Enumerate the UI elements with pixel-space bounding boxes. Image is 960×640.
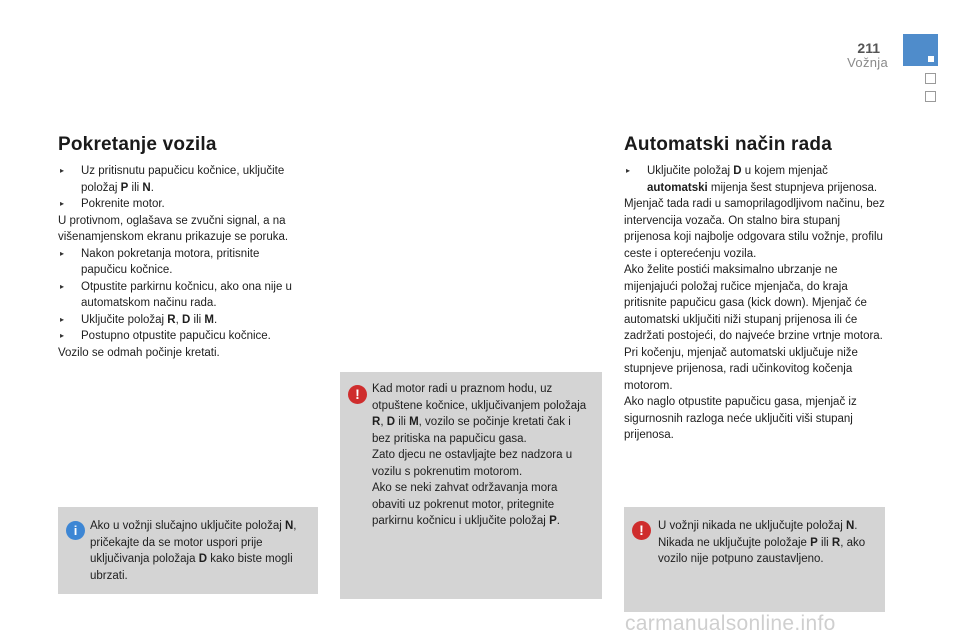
warning-text: U vožnji nikada ne uključujte položaj N. Nikada ne uključujte položaje P ili R, ako vozilo nije potpuno zaustavljeno. (658, 520, 866, 565)
triangle-bullet-icon: ▸ (626, 166, 631, 175)
list-item: ▸ Nakon pokretanja motora, pritisnite papučicu kočnice. (60, 247, 260, 276)
paragraph: Ako naglo otpustite papučicu gasa, mjenjač iz sigurnosnih razloga neće uključiti viši stupanj prijenosa. (624, 396, 857, 441)
section-label: Vožnja (847, 55, 888, 70)
paragraph: Vozilo se odmah počinje kretati. (58, 346, 220, 359)
info-box (58, 507, 318, 594)
warning-icon: ! (632, 521, 651, 540)
section-tab-active[interactable] (903, 34, 938, 66)
warning-text: Kad motor radi u praznom hodu, uz otpuštene kočnice, uključivanjem položaja R, D ili M, vozilo se počinje kretati čak i bez pritiska na papučicu gasa. (372, 383, 587, 445)
list-item: ▸ Postupno otpustite papučicu kočnice. (58, 328, 308, 345)
section-tab[interactable] (925, 73, 936, 84)
page-number: 211 (857, 40, 880, 56)
tab-marker-icon (928, 56, 934, 62)
triangle-bullet-icon: ▸ (60, 314, 65, 324)
warning-text: Zato djecu ne ostavljajte bez nadzora u vozilu s pokrenutim motorom. (372, 449, 573, 478)
list-item: ▸ Otpustite parkirnu kočnicu, ako ona nije u automatskom načinu rada. (60, 280, 292, 309)
right-title: Automatski način rada (624, 134, 832, 155)
warning-box (340, 372, 602, 599)
warning-icon: ! (348, 385, 367, 404)
triangle-bullet-icon: ▸ (60, 199, 65, 208)
paragraph: Pri kočenju, mjenjač automatski uključuje niže stupnjeve prijenosa, radi učinkovitog kočenja motorom. (624, 346, 858, 392)
info-icon: i (66, 521, 85, 540)
right-column (624, 163, 886, 444)
paragraph: U protivnom, oglašava se zvučni signal, a na višenamjenskom ekranu prikazuje se poruka. (58, 214, 289, 243)
warning-box-right (624, 507, 885, 612)
warning-text: Ako se neki zahvat održavanja mora obaviti uz pokrenut motor, pritegnite parkirnu kočnicu i uključite položaj P. (372, 482, 560, 527)
left-column (58, 163, 308, 361)
paragraph: Mjenjač tada radi u samoprilagodljivom načinu, bez intervencija vozača. On stalno bira stupanj prijenosa koji najbolje odgovara stilu vožnje, profilu ceste i opterećenju vozila. (624, 198, 885, 260)
watermark: carmanualsonline.info (625, 612, 836, 635)
list-item: ▸ Uz pritisnutu papučicu kočnice, uključite položaj P ili N. (60, 165, 285, 194)
paragraph: Ako želite postići maksimalno ubrzanje ne mijenjajući položaj ručice mjenjača, do kraja pritisnite papučicu gasa (kick down). Mjenjač će automatski uključiti niži stupanj prijenosa ili će zadržati postojeći, do najveće brzine vrtnje motora. (624, 264, 883, 342)
section-tab[interactable] (925, 91, 936, 102)
triangle-bullet-icon: ▸ (60, 281, 65, 291)
triangle-bullet-icon: ▸ (60, 166, 65, 175)
info-text: Ako u vožnji slučajno uključite položaj N, pričekajte da se motor uspori prije uključivanja položaja D kako biste mogli ubrzati. (90, 520, 297, 582)
list-item: ▸ Pokrenite motor. (58, 196, 308, 213)
triangle-bullet-icon: ▸ (60, 331, 65, 340)
triangle-bullet-icon: ▸ (60, 248, 65, 258)
list-item: ▸ Uključite položaj D u kojem mjenjač automatski mijenja šest stupnjeva prijenosa. (626, 165, 878, 194)
left-title: Pokretanje vozila (58, 134, 217, 155)
list-item: ▸ Uključite položaj R, D ili M. (58, 312, 308, 329)
